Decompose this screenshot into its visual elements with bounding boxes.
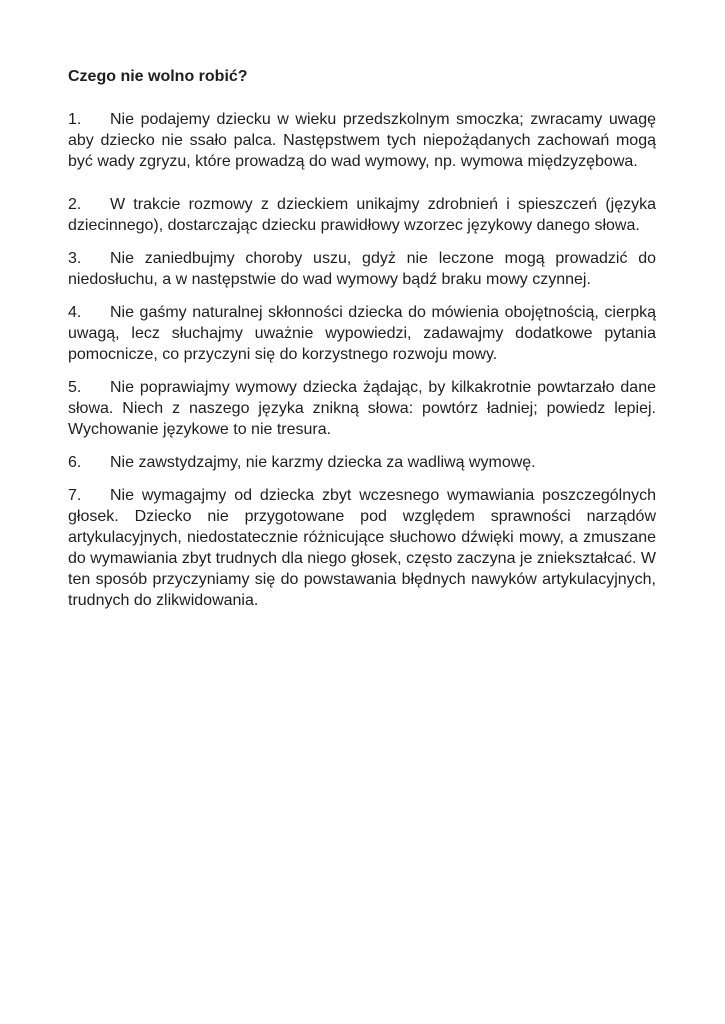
list-item-2 bbox=[68, 194, 656, 236]
item-text: W trakcie rozmowy z dzieckiem unikajmy zdrobnień i spieszczeń (języka dziecinnego), dostarczając dziecku prawidłowy wzorzec językowy danego słowa. bbox=[68, 196, 656, 234]
list-item-5 bbox=[68, 377, 656, 440]
item-text: Nie zawstydzajmy, nie karzmy dziecka za wadliwą wymowę. bbox=[110, 454, 536, 471]
item-text: Nie podajemy dziecku w wieku przedszkolnym smoczka; zwracamy uwagę aby dziecko nie ssało palca. Następstwem tych niepożądanych zachowań mogą być wady zgryzu, które prowadzą do wad wymowy, np. wymowa międzyzębowa. bbox=[68, 111, 656, 170]
item-text: Nie wymagajmy od dziecka zbyt wczesnego wymawiania poszczególnych głosek. Dziecko nie przygotowane pod względem sprawności narządów artykulacyjnych, niedostatecznie różnicujące słuchowo dźwięki mowy, a zmuszane do wymawiania zbyt trudnych dla niego głosek, często zaczyna je zniekształcać. W ten sposób przyczyniamy się do powstawania błędnych nawyków artykulacyjnych, trudnych do zlikwidowania. bbox=[68, 487, 656, 609]
list-item-4 bbox=[68, 302, 656, 365]
item-number: 1. bbox=[68, 111, 82, 128]
item-text: Nie zaniedbujmy choroby uszu, gdyż nie leczone mogą prowadzić do niedosłuchu, a w następstwie do wad wymowy bądź braku mowy czynnej. bbox=[68, 250, 656, 288]
document-title: Czego nie wolno robić? bbox=[68, 68, 248, 85]
document-page bbox=[68, 66, 656, 623]
list-item-6 bbox=[68, 452, 656, 473]
item-number: 7. bbox=[68, 487, 82, 504]
item-number: 6. bbox=[68, 454, 82, 471]
item-text: Nie gaśmy naturalnej skłonności dziecka do mówienia obojętnością, cierpką uwagą, lecz słuchajmy uważnie wypowiedzi, zadawajmy dodatkowe pytania pomocnicze, co przyczyni się do korzystnego rozwoju mowy. bbox=[68, 304, 656, 363]
item-number: 5. bbox=[68, 379, 82, 396]
list-item-1 bbox=[68, 109, 656, 172]
list-item-3 bbox=[68, 248, 656, 290]
item-number: 2. bbox=[68, 196, 82, 213]
item-number: 4. bbox=[68, 304, 82, 321]
item-text: Nie poprawiajmy wymowy dziecka żądając, by kilkakrotnie powtarzało dane słowa. Niech z naszego języka znikną słowa: powtórz ładniej; powiedz lepiej. Wychowanie językowe to nie tresura. bbox=[68, 379, 656, 438]
item-number: 3. bbox=[68, 250, 82, 267]
list-item-7 bbox=[68, 485, 656, 611]
